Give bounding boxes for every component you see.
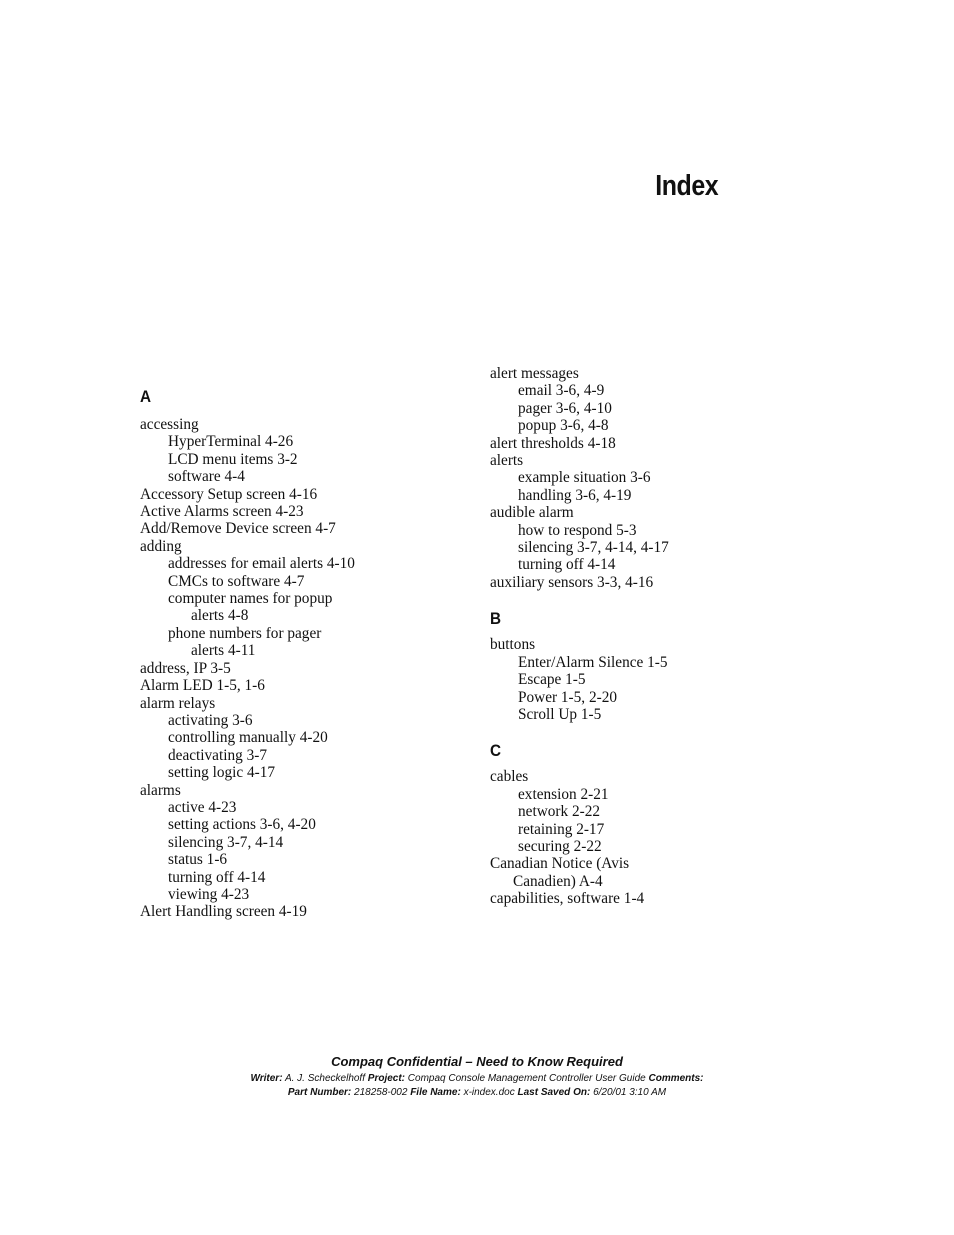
index-entry: alerts 4-11 xyxy=(191,642,256,660)
section-letter: B xyxy=(490,609,502,629)
index-entry: alarm relays xyxy=(140,694,216,712)
index-entry: Alarm LED 1-5, 1-6 xyxy=(140,677,265,695)
index-entry: software 4-4 xyxy=(168,468,245,486)
index-entry: setting logic 4-17 xyxy=(168,764,276,782)
index-entry: example situation 3-6 xyxy=(518,469,651,487)
index-entry: addresses for email alerts 4-10 xyxy=(168,555,355,573)
index-entry: CMCs to software 4-7 xyxy=(168,572,305,590)
index-entry: cables xyxy=(490,768,529,786)
index-entry: HyperTerminal 4-26 xyxy=(168,433,294,451)
index-entry: turning off 4-14 xyxy=(518,556,616,574)
index-entry: extension 2-21 xyxy=(518,785,609,803)
index-entry: silencing 3-7, 4-14, 4-17 xyxy=(518,539,669,557)
index-entry: network 2-22 xyxy=(518,803,600,821)
index-column-left xyxy=(140,386,480,921)
index-entry: retaining 2-17 xyxy=(518,820,605,838)
comments-label: Comments: xyxy=(648,1073,704,1084)
section-letter: A xyxy=(140,387,152,406)
part-number-value: 218258-002 xyxy=(354,1087,408,1098)
footer-writer-line xyxy=(0,1073,954,1084)
index-entry: buttons xyxy=(490,636,536,654)
index-entry: auxiliary sensors 3-3, 4-16 xyxy=(490,573,654,591)
index-entry: computer names for popup xyxy=(168,590,333,608)
index-entry: status 1-6 xyxy=(168,851,228,869)
section-letter: C xyxy=(490,741,502,761)
last-saved-value: 6/20/01 3:10 AM xyxy=(593,1087,667,1098)
index-entry: viewing 4-23 xyxy=(168,885,250,903)
index-entry: Active Alarms screen 4-23 xyxy=(140,503,304,521)
index-entry: phone numbers for pager xyxy=(168,624,322,642)
index-entry: capabilities, software 1-4 xyxy=(490,890,645,908)
index-entry: deactivating 3-7 xyxy=(168,746,267,764)
index-entry: handling 3-6, 4-19 xyxy=(518,486,632,504)
index-entry: Canadien) A-4 xyxy=(513,872,603,890)
index-entry: silencing 3-7, 4-14 xyxy=(168,833,284,851)
page-title: Index xyxy=(655,170,718,202)
index-entry: address, IP 3-5 xyxy=(140,659,231,677)
index-entry: alerts xyxy=(490,452,524,470)
index-entry: setting actions 3-6, 4-20 xyxy=(168,816,316,834)
index-entry: Canadian Notice (Avis xyxy=(490,855,630,873)
file-name-value: x-index.doc xyxy=(463,1087,515,1098)
index-entry: alert thresholds 4-18 xyxy=(490,434,616,452)
index-entry: Alert Handling screen 4-19 xyxy=(140,903,307,921)
index-entry: Power 1-5, 2-20 xyxy=(518,688,617,706)
index-entry: alert messages xyxy=(490,365,579,382)
last-saved-label: Last Saved On: xyxy=(517,1087,591,1098)
writer-label: Writer: xyxy=(250,1073,283,1084)
project-label: Project: xyxy=(367,1073,406,1084)
index-entry: accessing xyxy=(140,416,199,433)
writer-value: A. J. Scheckelhoff xyxy=(284,1073,365,1084)
index-entry: LCD menu items 3-2 xyxy=(168,450,298,468)
index-entry: activating 3-6 xyxy=(168,711,253,729)
index-entry: Enter/Alarm Silence 1-5 xyxy=(518,653,668,671)
index-entry: Scroll Up 1-5 xyxy=(518,705,602,723)
index-entry: alerts 4-8 xyxy=(191,607,249,625)
index-entry: audible alarm xyxy=(490,504,574,522)
file-name-label: File Name: xyxy=(410,1087,461,1098)
index-entry: popup 3-6, 4-8 xyxy=(518,417,609,435)
project-value: Compaq Console Management Controller User Guide xyxy=(407,1073,646,1084)
index-entry: email 3-6, 4-9 xyxy=(518,382,605,400)
index-entry: Escape 1-5 xyxy=(518,671,586,689)
index-entry: controlling manually 4-20 xyxy=(168,729,328,747)
index-entry: active 4-23 xyxy=(168,798,237,816)
index-entry: how to respond 5-3 xyxy=(518,521,637,539)
index-entry: Accessory Setup screen 4-16 xyxy=(140,485,318,503)
index-entry: adding xyxy=(140,537,182,555)
index-entry: securing 2-22 xyxy=(518,837,602,855)
footer-confidential: Compaq Confidential – Need to Know Required xyxy=(331,1054,623,1069)
index-entry: pager 3-6, 4-10 xyxy=(518,399,612,417)
index-entry: Add/Remove Device screen 4-7 xyxy=(140,520,336,538)
index-entry: turning off 4-14 xyxy=(168,868,266,886)
footer-file-line xyxy=(0,1087,954,1098)
index-column-right xyxy=(490,365,830,908)
index-entry: alarms xyxy=(140,781,181,799)
part-number-label: Part Number: xyxy=(287,1087,352,1098)
